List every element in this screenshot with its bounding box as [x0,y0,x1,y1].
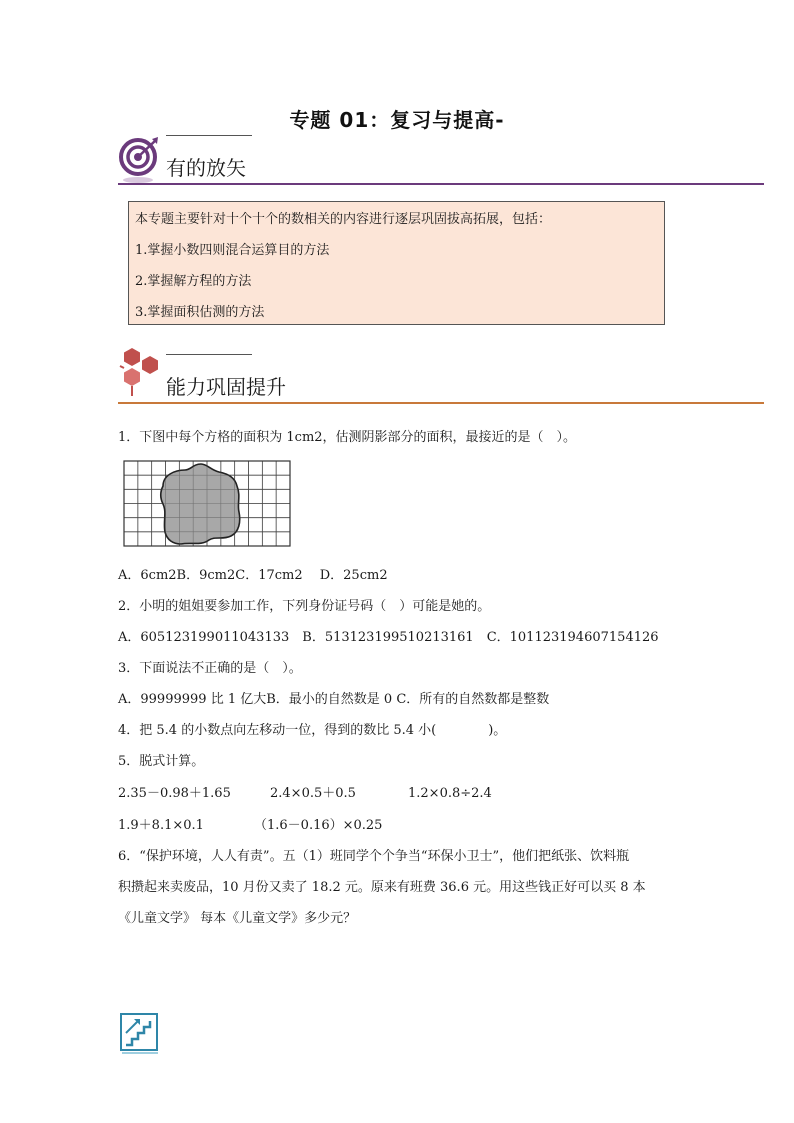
objective-item: 2.掌握解方程的方法 [135,274,252,289]
question-5-row-2 [118,814,382,833]
question-6-line: 积攒起来卖废品，10 月份又卖了 18.2 元。原来有班费 36.6 元。用这些钱正好可以买 8 本 [118,880,646,895]
section-label: 有的放矢 [166,156,246,180]
question-6-line: 6．“保护环境，人人有责”。五（1）班同学个个争当“环保小卫士”，他们把纸张、饮料瓶 [118,849,630,864]
expression: （1.6－0.16）×0.25 [254,818,383,833]
question-6-line: 《儿童文学》 每本《儿童文学》多少元？ [118,911,357,926]
section-topline [166,135,252,136]
section-topline [166,354,252,355]
page-title: 专题 01：复习与提高- [289,108,505,132]
question-3-options: A．99999999 比 1 亿大B．最小的自然数是 0 C．所有的自然数都是整数 [118,692,550,707]
objectives-box [128,201,665,325]
target-icon [118,137,160,185]
expression: 1.2×0.8÷2.4 [408,786,492,801]
objective-item: 1.掌握小数四则混合运算目的方法 [135,243,330,258]
expression: 2.35－0.98＋1.65 [118,786,231,801]
hexagon-molecule-icon [118,346,164,400]
question-1: 1．下图中每个方格的面积为 1cm2，估测阴影部分的面积，最接近的是（ ）。 [118,430,577,445]
section-header-practice [118,354,764,404]
question-5-row-1 [118,782,492,801]
objectives-intro: 本专题主要针对十个十个的数相关的内容进行逐层巩固拔高拓展，包括： [135,212,552,227]
question-2-options: A．605123199011043133 B．513123199510213161 C．101123194607154126 [118,630,659,645]
section-label: 能力巩固提升 [166,375,286,399]
question-5: 5．脱式计算。 [118,754,205,769]
expression: 2.4×0.5＋0.5 [270,786,356,801]
section-header-objectives [118,135,764,185]
section-rule [118,183,764,185]
question-2: 2．小明的姐姐要参加工作，下列身份证号码（ ）可能是她的。 [118,599,491,614]
stairs-icon [120,1013,160,1055]
objective-item: 3.掌握面积估测的方法 [135,305,265,320]
question-3: 3．下面说法不正确的是（ ）。 [118,661,302,676]
question-4: 4．把 5.4 的小数点向左移动一位，得到的数比 5.4 小( )。 [118,723,507,738]
question-1-options: A．6cm2B．9cm2C．17cm2 D．25cm2 [118,568,388,583]
expression: 1.9＋8.1×0.1 [118,818,204,833]
grid-shaded-area-icon [123,460,293,548]
section-rule [118,402,764,404]
